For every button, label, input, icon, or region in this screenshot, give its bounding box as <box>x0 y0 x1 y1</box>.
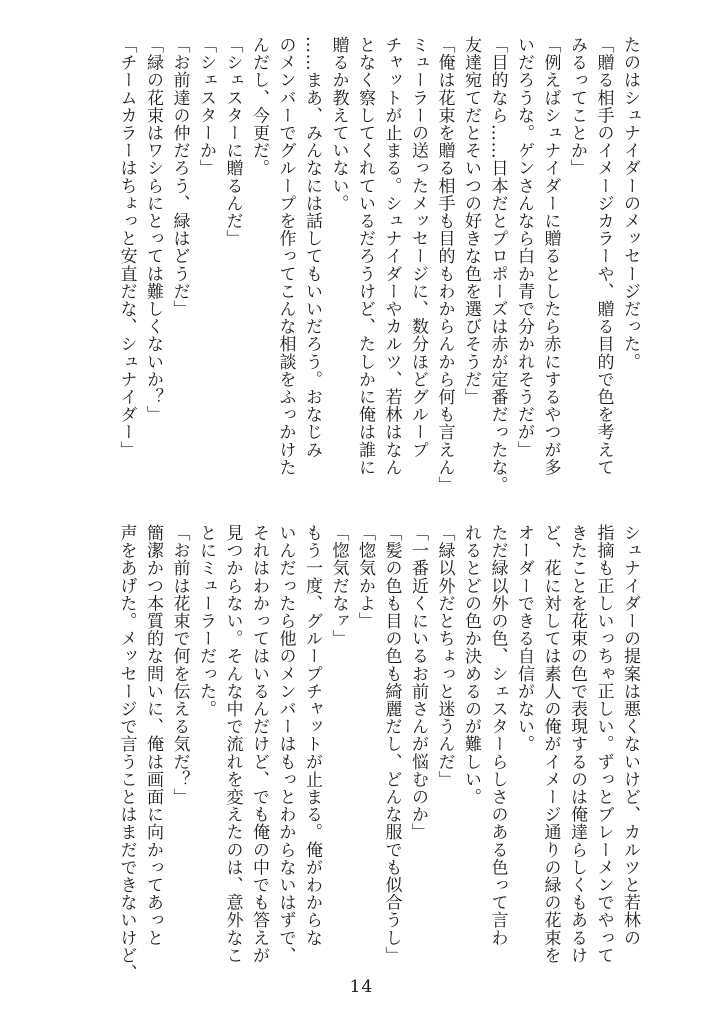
text-line: 「チームカラーはちょっと安直だな、シュナイダー」 <box>116 36 137 459</box>
text-line: 「シェスターに贈るんだ」 <box>222 36 243 248</box>
text-line: 指摘も正しいっちゃ正しい。ずっとブレーメンでやって <box>593 524 614 964</box>
text-line: きたことを花束の色で表現するのは俺達らしくもあるけ <box>567 524 587 964</box>
text-line: チャットが止まる。シュナイダーやカルツ、若林はなん <box>381 36 402 476</box>
text-line: それはわかってはいるんだけど、でも俺の中でも答えが <box>249 524 269 964</box>
text-line: 「例えばシュナイダーに贈るとしたら赤にするやつが多 <box>540 36 561 476</box>
text-line: 「お前達の仲だろう、緑はどうだ」 <box>169 36 190 318</box>
text-line: ……まあ、みんなには話してもいいだろう。おなじみ <box>302 36 322 459</box>
text-line: ど、花に対しては素人の俺がイメージ通りの緑の花束を <box>540 524 561 964</box>
text-line: 「惚気だなァ」 <box>328 524 349 648</box>
text-line: 「目的なら……日本だとプロポーズは赤が定番だったな。 <box>487 36 508 494</box>
page-number: 14 <box>349 977 374 997</box>
text-line: 「俺は花束を贈る相手も目的もわからんから何も言えん」 <box>434 36 455 494</box>
text-line: のメンバーでグループを作ってこんな相談をふっかけた <box>275 36 296 476</box>
text-line: 簡潔かつ本質的な問いに、俺は画面に向かってあっと <box>143 524 163 947</box>
text-line: んだし、今更だ。 <box>249 36 269 177</box>
text-line: 贈るか教えていない。 <box>328 36 349 212</box>
text-line: 「シェスターか」 <box>196 36 216 177</box>
text-line: 「緑の花束はワシらにとっては難しくないか？」 <box>143 36 163 424</box>
text-line: 「一番近くにいるお前さんが悩むのか」 <box>408 524 428 841</box>
text-line: 「お前は花束で何を伝える気だ？」 <box>169 524 190 806</box>
text-line: オーダーできる自信がない。 <box>514 524 534 753</box>
text-line: シュナイダーの提案は悪くないけど、カルツと若林の <box>620 524 640 947</box>
top-text-block <box>1 36 643 496</box>
text-line: れるとどの色か決めるのが難しい。 <box>461 524 481 806</box>
text-line: 声をあげた。メッセージで言うことはまだできないけど、 <box>116 524 137 982</box>
text-line: いんだったら他のメンバーはもっとわからないはずで、 <box>275 524 296 964</box>
text-line: 友達宛てだとそいつの好きな色を選びそうだ」 <box>461 36 481 406</box>
text-line: もう一度、グループチャットが止まる。俺がわからな <box>302 524 322 947</box>
text-line: となく察してくれているだろうけど、たしかに俺は誰に <box>355 36 375 476</box>
text-line: 「惚気かよ」 <box>355 524 375 630</box>
text-line: 「髪の色も目の色も綺麗だし、どんな服でも似合うし」 <box>381 524 402 964</box>
bottom-text-block <box>1 524 643 984</box>
text-line: 「緑以外だとちょっと迷うんだ」 <box>434 524 455 788</box>
text-line: 「贈る相手のイメージカラーや、贈る目的で色を考えて <box>593 36 614 476</box>
text-line: ただ緑以外の色、シェスターらしさのある色って言わ <box>487 524 508 947</box>
text-line: いだろうな。ゲンさんなら白か青で分かれそうだが」 <box>514 36 534 459</box>
text-line: とにミューラーだった。 <box>196 524 216 718</box>
text-line: みるってことか」 <box>567 36 587 177</box>
text-line: ミューラーの送ったメッセージに、数分ほどグループ <box>408 36 428 459</box>
text-line: たのはシュナイダーのメッセージだった。 <box>620 36 640 371</box>
text-line: 見つからない。そんな中で流れを変えたのは、意外なこ <box>222 524 243 964</box>
